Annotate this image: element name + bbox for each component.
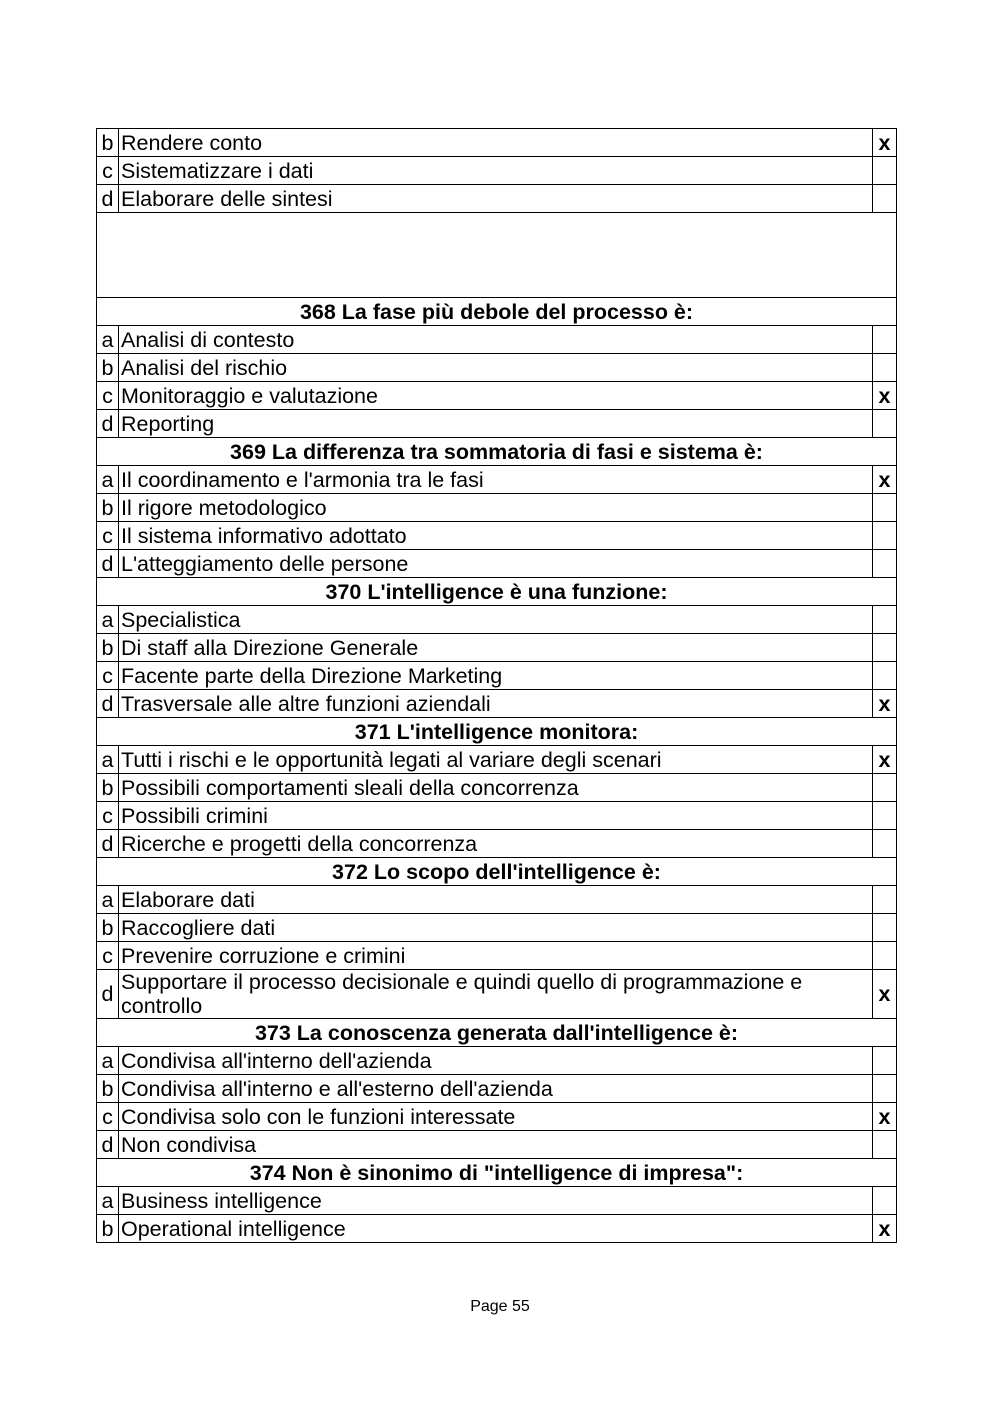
answer-option-row: [97, 1131, 897, 1159]
correct-answer-mark: [873, 1047, 897, 1075]
correct-answer-mark: [873, 1075, 897, 1103]
option-text: Il coordinamento e l'armonia tra le fasi: [119, 466, 873, 494]
option-letter: a: [97, 1047, 119, 1075]
quiz-table-body: [97, 129, 897, 1243]
option-letter: b: [97, 1075, 119, 1103]
option-letter: c: [97, 942, 119, 970]
option-text: Facente parte della Direzione Marketing: [119, 662, 873, 690]
option-text: Prevenire corruzione e crimini: [119, 942, 873, 970]
answer-option-row: [97, 914, 897, 942]
question-text: 370 L'intelligence è una funzione:: [97, 578, 897, 606]
correct-answer-mark: x: [873, 970, 897, 1019]
answer-option-row: [97, 129, 897, 157]
correct-answer-mark: [873, 914, 897, 942]
question-text: 371 L'intelligence monitora:: [97, 718, 897, 746]
option-letter: c: [97, 382, 119, 410]
answer-option-row: [97, 550, 897, 578]
correct-answer-mark: [873, 830, 897, 858]
correct-answer-mark: [873, 774, 897, 802]
correct-answer-mark: [873, 326, 897, 354]
correct-answer-mark: [873, 550, 897, 578]
correct-answer-mark: [873, 634, 897, 662]
blank-cell: [97, 213, 897, 298]
option-text: Tutti i rischi e le opportunità legati al variare degli scenari: [119, 746, 873, 774]
option-text: Analisi del rischio: [119, 354, 873, 382]
option-letter: a: [97, 466, 119, 494]
option-letter: a: [97, 326, 119, 354]
answer-option-row: [97, 886, 897, 914]
correct-answer-mark: [873, 185, 897, 213]
option-text: Condivisa solo con le funzioni interessate: [119, 1103, 873, 1131]
option-text: Operational intelligence: [119, 1215, 873, 1243]
blank-row: [97, 213, 897, 298]
option-letter: b: [97, 354, 119, 382]
correct-answer-mark: [873, 1187, 897, 1215]
answer-option-row: [97, 662, 897, 690]
answer-option-row: [97, 410, 897, 438]
option-letter: c: [97, 157, 119, 185]
option-letter: c: [97, 802, 119, 830]
correct-answer-mark: [873, 942, 897, 970]
option-text: Il rigore metodologico: [119, 494, 873, 522]
answer-option-row: [97, 1075, 897, 1103]
option-letter: b: [97, 634, 119, 662]
correct-answer-mark: [873, 157, 897, 185]
option-text: Non condivisa: [119, 1131, 873, 1159]
option-text: Condivisa all'interno dell'azienda: [119, 1047, 873, 1075]
correct-answer-mark: x: [873, 690, 897, 718]
question-row: [97, 858, 897, 886]
answer-option-row: [97, 830, 897, 858]
option-letter: b: [97, 774, 119, 802]
option-text: Il sistema informativo adottato: [119, 522, 873, 550]
option-letter: a: [97, 886, 119, 914]
option-text: Possibili comportamenti sleali della concorrenza: [119, 774, 873, 802]
answer-option-row: [97, 157, 897, 185]
answer-option-row: [97, 494, 897, 522]
correct-answer-mark: x: [873, 746, 897, 774]
option-text: Elaborare dati: [119, 886, 873, 914]
answer-option-row: [97, 466, 897, 494]
option-letter: b: [97, 129, 119, 157]
question-text: 373 La conoscenza generata dall'intelligence è:: [97, 1019, 897, 1047]
option-letter: d: [97, 1131, 119, 1159]
correct-answer-mark: [873, 1131, 897, 1159]
answer-option-row: [97, 1215, 897, 1243]
page-number: Page 55: [470, 1298, 530, 1315]
option-letter: d: [97, 185, 119, 213]
option-letter: c: [97, 1103, 119, 1131]
answer-option-row: [97, 634, 897, 662]
correct-answer-mark: x: [873, 1215, 897, 1243]
option-text: Di staff alla Direzione Generale: [119, 634, 873, 662]
answer-option-row: [97, 522, 897, 550]
option-letter: d: [97, 830, 119, 858]
quiz-table: [96, 128, 897, 1243]
question-row: [97, 718, 897, 746]
answer-option-row: [97, 1103, 897, 1131]
question-text: 372 Lo scopo dell'intelligence è:: [97, 858, 897, 886]
option-letter: b: [97, 914, 119, 942]
correct-answer-mark: [873, 410, 897, 438]
option-letter: c: [97, 662, 119, 690]
option-text: Business intelligence: [119, 1187, 873, 1215]
option-letter: d: [97, 970, 119, 1019]
correct-answer-mark: [873, 354, 897, 382]
option-text: Raccogliere dati: [119, 914, 873, 942]
answer-option-row: [97, 382, 897, 410]
question-row: [97, 438, 897, 466]
option-text: Specialistica: [119, 606, 873, 634]
option-text: Ricerche e progetti della concorrenza: [119, 830, 873, 858]
option-text: Possibili crimini: [119, 802, 873, 830]
question-text: 368 La fase più debole del processo è:: [97, 298, 897, 326]
option-letter: a: [97, 1187, 119, 1215]
option-letter: d: [97, 410, 119, 438]
option-letter: a: [97, 606, 119, 634]
correct-answer-mark: [873, 494, 897, 522]
option-letter: b: [97, 1215, 119, 1243]
option-letter: d: [97, 690, 119, 718]
option-letter: d: [97, 550, 119, 578]
correct-answer-mark: x: [873, 466, 897, 494]
correct-answer-mark: [873, 802, 897, 830]
question-row: [97, 1159, 897, 1187]
correct-answer-mark: x: [873, 129, 897, 157]
answer-option-row: [97, 326, 897, 354]
option-text: Supportare il processo decisionale e quindi quello di programmazione e controllo: [119, 970, 873, 1019]
option-text: Sistematizzare i dati: [119, 157, 873, 185]
answer-option-row: [97, 1047, 897, 1075]
option-letter: b: [97, 494, 119, 522]
option-text: Condivisa all'interno e all'esterno dell'azienda: [119, 1075, 873, 1103]
correct-answer-mark: [873, 662, 897, 690]
correct-answer-mark: x: [873, 1103, 897, 1131]
correct-answer-mark: x: [873, 382, 897, 410]
option-text: Reporting: [119, 410, 873, 438]
answer-option-row: [97, 606, 897, 634]
option-text: L'atteggiamento delle persone: [119, 550, 873, 578]
question-text: 374 Non è sinonimo di "intelligence di impresa":: [97, 1159, 897, 1187]
question-row: [97, 578, 897, 606]
answer-option-row: [97, 1187, 897, 1215]
answer-option-row: [97, 970, 897, 1019]
question-row: [97, 298, 897, 326]
question-text: 369 La differenza tra sommatoria di fasi e sistema è:: [97, 438, 897, 466]
answer-option-row: [97, 185, 897, 213]
correct-answer-mark: [873, 522, 897, 550]
answer-option-row: [97, 746, 897, 774]
answer-option-row: [97, 354, 897, 382]
option-text: Analisi di contesto: [119, 326, 873, 354]
correct-answer-mark: [873, 606, 897, 634]
option-text: Rendere conto: [119, 129, 873, 157]
option-text: Trasversale alle altre funzioni aziendali: [119, 690, 873, 718]
option-text: Elaborare delle sintesi: [119, 185, 873, 213]
answer-option-row: [97, 690, 897, 718]
answer-option-row: [97, 802, 897, 830]
question-row: [97, 1019, 897, 1047]
option-letter: a: [97, 746, 119, 774]
option-letter: c: [97, 522, 119, 550]
answer-option-row: [97, 774, 897, 802]
answer-option-row: [97, 942, 897, 970]
option-text: Monitoraggio e valutazione: [119, 382, 873, 410]
correct-answer-mark: [873, 886, 897, 914]
